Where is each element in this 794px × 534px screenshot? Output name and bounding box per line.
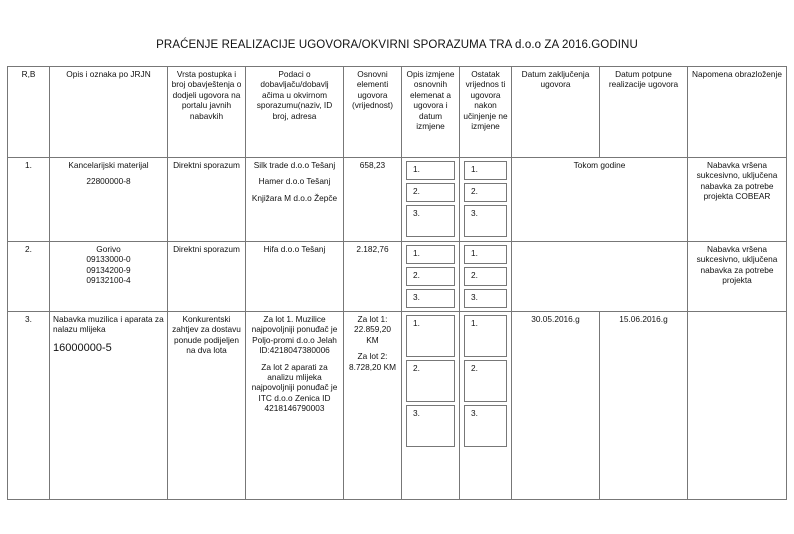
row-ostatak — [460, 242, 512, 312]
row-vrijednost — [344, 312, 402, 500]
row-vrsta: Direktni sporazum — [168, 242, 246, 312]
lot-value: Za lot 1: 22.859,20 KM — [354, 314, 391, 345]
header-vrijednost: Osnovni elementi ugovora (vrijednost) — [344, 67, 402, 158]
page-title: PRAĆENJE REALIZACIJE UGOVORA/OKVIRNI SPORAZUMA TRA d.o.o ZA 2016.GODINU — [156, 39, 638, 51]
row-number: 2. — [8, 242, 50, 312]
supplier: Knjižara M d.o.o Žepče — [251, 192, 338, 203]
ostatak-slot: 1. — [464, 245, 507, 264]
ostatak-slot: 3. — [464, 289, 507, 308]
ostatak-slot: 1. — [464, 315, 507, 357]
opis-line: Gorivo — [96, 244, 121, 254]
row-vrsta: Direktni sporazum — [168, 158, 246, 242]
row-dobavljaci — [246, 242, 344, 312]
supplier: Za lot 1. Muzilice najpovoljniji ponuđač je Poljo-promi d.o.o Jelah ID:4218047380006 — [251, 314, 338, 356]
row-number: 1. — [8, 158, 50, 242]
opis-line: 22800000-8 — [86, 176, 131, 187]
contracts-table — [7, 66, 787, 500]
row-opis — [50, 242, 168, 312]
supplier: Hamer d.o.o Tešanj — [258, 176, 331, 187]
ostatak-slot: 2. — [464, 360, 507, 402]
row-napomena — [688, 312, 787, 500]
supplier: Silk trade d.o.o Tešanj — [253, 160, 336, 170]
row-napomena: Nabavka vršena sukcesivno, uključena nabavka za potrebe projekta — [688, 242, 787, 312]
ostatak-slot: 2. — [464, 267, 507, 286]
table-row — [8, 312, 787, 500]
header-datum-zakljucenja: Datum zaključenja ugovora — [512, 67, 600, 158]
row-vrsta: Konkurentski zahtjev za dostavu ponude podijeljen na dva lota — [168, 312, 246, 500]
izmjena-slot: 3. — [406, 205, 455, 237]
table-row — [8, 242, 787, 312]
izmjena-slot: 1. — [406, 315, 455, 357]
row-vrijednost: 658,23 — [344, 158, 402, 242]
header-napomena: Napomena obrazloženje — [688, 67, 787, 158]
opis-line: 09134200-9 — [86, 264, 131, 275]
header-izmjene: Opis izmjene osnovnih elemenat a ugovora i datum izmjene — [402, 67, 460, 158]
row-datum-zakljucenja: 30.05.2016.g — [512, 312, 600, 500]
izmjena-slot: 3. — [406, 405, 455, 447]
row-dobavljaci — [246, 158, 344, 242]
ostatak-slot: 2. — [464, 183, 507, 202]
row-opis — [50, 312, 168, 500]
izmjena-slot: 2. — [406, 267, 455, 286]
izmjena-slot: 3. — [406, 289, 455, 308]
header-ostatak: Ostatak vrijednos ti ugovora nakon učinjenje ne izmjene — [460, 67, 512, 158]
opis-line: 09132100-4 — [86, 275, 131, 286]
izmjena-slot: 2. — [406, 183, 455, 202]
row-ostatak — [460, 158, 512, 242]
row-izmjene — [402, 158, 460, 242]
header-opis: Opis i oznaka po JRJN — [50, 67, 168, 158]
row-dobavljaci — [246, 312, 344, 500]
row-opis — [50, 158, 168, 242]
header-row — [8, 67, 787, 158]
ostatak-slot: 3. — [464, 405, 507, 447]
header-datum-realizacije: Datum potpune realizacije ugovora — [600, 67, 688, 158]
row-number: 3. — [8, 312, 50, 500]
header-dobavljaci: Podaci o dobavljaču/dobavlj ačima u okvirnom sporazumu(naziv, ID broj, adresa — [246, 67, 344, 158]
header-vrsta: Vrsta postupka i broj obavještenja o dodjeli ugovora na portalu javnih nabavkih — [168, 67, 246, 158]
lot-value: Za lot 2: 8.728,20 KM — [348, 351, 397, 372]
izmjena-slot: 2. — [406, 360, 455, 402]
row-ostatak — [460, 312, 512, 500]
row-datum-zakljucenja — [512, 242, 688, 312]
table-row — [8, 158, 787, 242]
row-datum-zakljucenja: Tokom godine — [512, 158, 688, 242]
row-napomena: Nabavka vršena sukcesivno, uključena nabavka za potrebe projekta COBEAR — [688, 158, 787, 242]
opis-code: 16000000-5 — [53, 341, 112, 354]
opis-line: 09133000-0 — [86, 254, 131, 265]
row-vrijednost: 2.182,76 — [344, 242, 402, 312]
header-rb: R,B — [8, 67, 50, 158]
izmjena-slot: 1. — [406, 161, 455, 180]
supplier: Hifa d.o.o Tešanj — [263, 244, 326, 254]
opis-line: Nabavka muzilica i aparata za nalazu mlijeka — [53, 314, 164, 335]
row-datum-realizacije: 15.06.2016.g — [600, 312, 688, 500]
row-izmjene — [402, 242, 460, 312]
izmjena-slot: 1. — [406, 245, 455, 264]
ostatak-slot: 1. — [464, 161, 507, 180]
supplier: Za lot 2 aparati za analizu mlijeka najpovoljniji ponuđač je ITC d.o.o Zenica ID 4218146790003 — [251, 361, 338, 414]
ostatak-slot: 3. — [464, 205, 507, 237]
opis-line: Kancelarijski materijal — [68, 160, 149, 170]
row-izmjene — [402, 312, 460, 500]
